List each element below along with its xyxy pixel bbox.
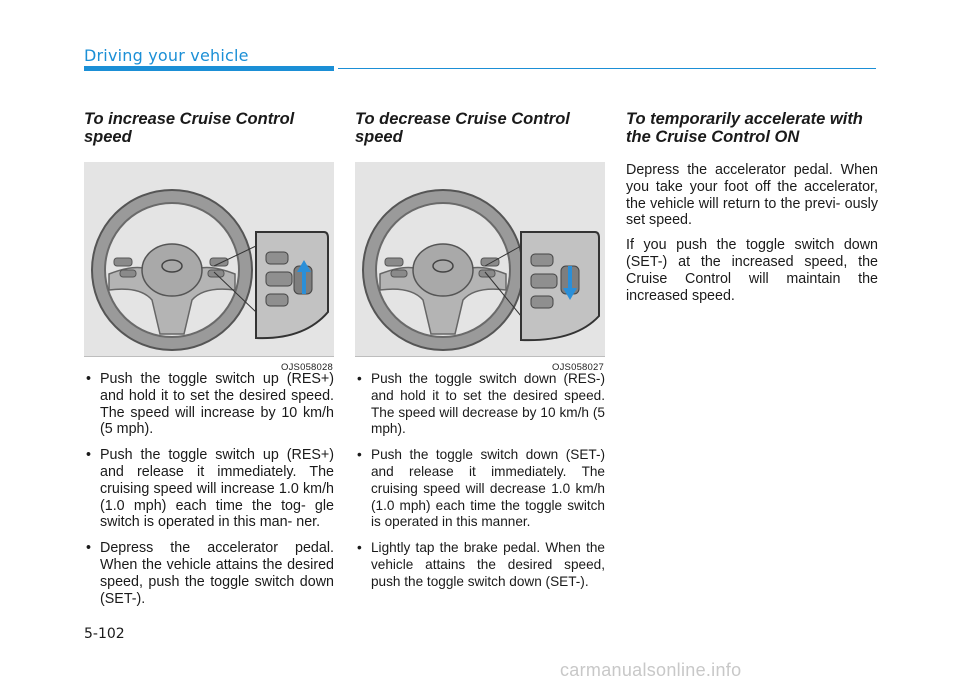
watermark: carmanualsonline.info bbox=[560, 660, 742, 680]
paragraph: If you push the toggle switch down (SET-) at the increased speed, the Cruise Control will maintain the increased speed. bbox=[626, 237, 878, 304]
header-rule-thin bbox=[338, 68, 876, 69]
figure-rule bbox=[84, 356, 334, 357]
column-temporary-accelerate bbox=[626, 110, 878, 312]
paragraph: Depress the accelerator pedal. When you take your foot off the accelerator, the vehicle will return to the previ- ously set speed. bbox=[626, 162, 878, 229]
section-title-decrease: To decrease Cruise Control speed bbox=[355, 110, 570, 146]
list-item: • Push the toggle switch down (SET-) and release it immediately. The cruising speed will decrease 1.0 km/h (1.0 mph) each time the toggle switch is operated in this manner. bbox=[355, 447, 605, 531]
list-item: • Depress the accelerator pedal. When the vehicle attains the desired speed, push the toggle switch down (SET-). bbox=[84, 540, 334, 607]
figure-increase-speed bbox=[84, 162, 334, 373]
bullet-list bbox=[355, 371, 605, 591]
column-increase-speed bbox=[84, 110, 334, 616]
column-decrease-speed bbox=[355, 110, 605, 600]
page-number: 5-102 bbox=[84, 626, 125, 642]
bullet-list bbox=[84, 371, 334, 607]
steering-wheel-icon bbox=[355, 162, 605, 357]
figure-decrease-speed bbox=[355, 162, 605, 373]
steering-wheel-icon bbox=[84, 162, 334, 357]
figure-rule bbox=[355, 356, 605, 357]
section-title-accelerate: To temporarily accelerate with the Cruise Control ON bbox=[626, 110, 863, 146]
list-item: • Push the toggle switch down (RES-) and hold it to set the desired speed. The speed will decrease by 10 km/h (5 mph). bbox=[355, 371, 605, 438]
list-item: • Lightly tap the brake pedal. When the vehicle attains the desired speed, push the toggle switch down (SET-). bbox=[355, 540, 605, 590]
section-header: Driving your vehicle bbox=[84, 46, 249, 65]
figure-code: OJS058027 bbox=[552, 362, 604, 373]
header-rule-thick bbox=[84, 66, 334, 71]
section-title-increase: To increase Cruise Control speed bbox=[84, 110, 295, 146]
figure-code: OJS058028 bbox=[281, 362, 333, 373]
list-item: • Push the toggle switch up (RES+) and hold it to set the desired speed. The speed will increase by 10 km/h (5 mph). bbox=[84, 371, 334, 438]
list-item: • Push the toggle switch up (RES+) and release it immediately. The cruising speed will increase 1.0 km/h (1.0 mph) each time the tog- gle switch is operated in this man- ner. bbox=[84, 447, 334, 531]
